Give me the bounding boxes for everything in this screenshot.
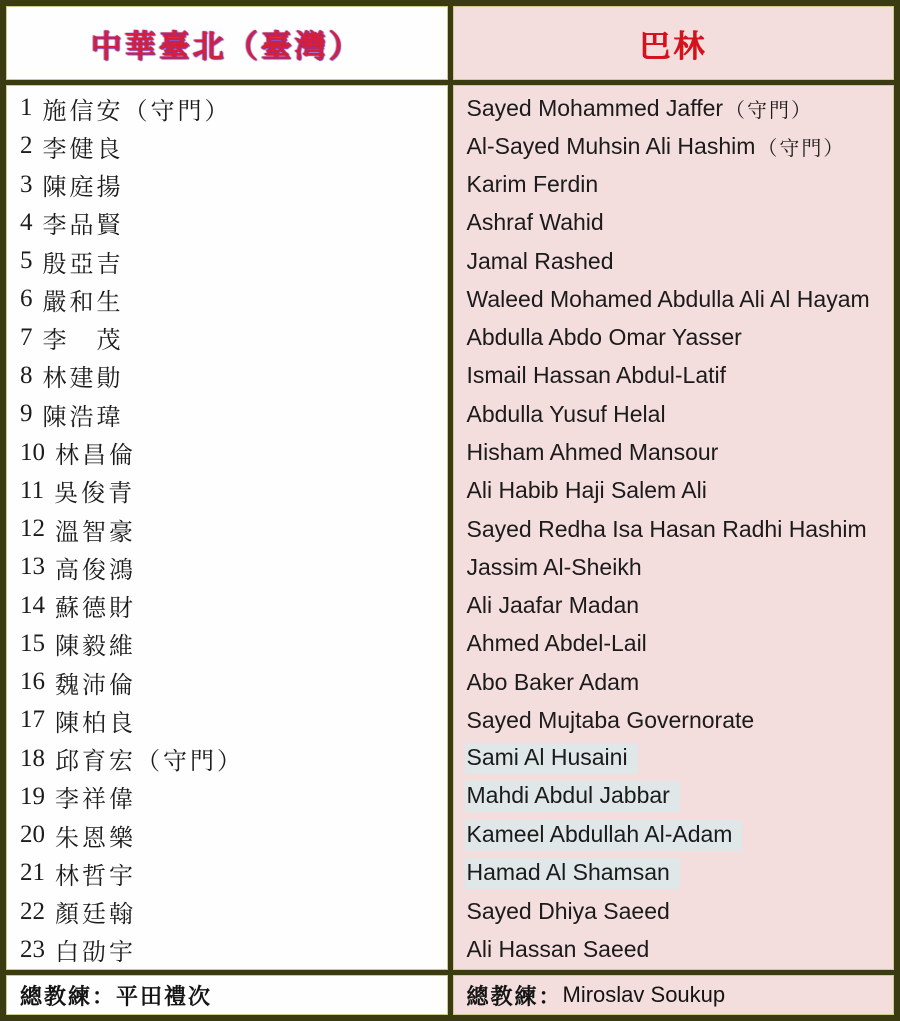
player-number: 4 bbox=[20, 208, 33, 236]
goalkeeper-tag: （守門） bbox=[757, 135, 846, 160]
goalkeeper-tag: （守門） bbox=[725, 97, 814, 122]
player-name: Sayed Mohammed Jaffer bbox=[466, 94, 724, 121]
player-row bbox=[467, 854, 890, 892]
player-row bbox=[467, 166, 890, 204]
player-number: 12 bbox=[20, 515, 45, 543]
player-row bbox=[20, 740, 443, 778]
player-name: Ashraf Wahid bbox=[466, 209, 604, 236]
player-row bbox=[20, 778, 443, 816]
player-row bbox=[20, 548, 443, 586]
player-row bbox=[20, 166, 443, 204]
player-name: 林哲宇 bbox=[55, 861, 136, 890]
player-row bbox=[467, 357, 890, 395]
player-name: 林昌倫 bbox=[55, 441, 136, 470]
player-row bbox=[467, 319, 890, 357]
player-row bbox=[467, 395, 890, 433]
player-row bbox=[467, 931, 890, 969]
player-name: 陳柏良 bbox=[55, 708, 136, 737]
player-row bbox=[467, 663, 890, 701]
left-coach-row bbox=[7, 976, 447, 1014]
player-row bbox=[467, 472, 890, 510]
player-name: Abo Baker Adam bbox=[466, 668, 640, 695]
player-number: 6 bbox=[20, 285, 33, 313]
left-team-header-cell bbox=[7, 7, 447, 79]
player-name: Sami Al Husaini bbox=[465, 743, 638, 774]
player-row bbox=[467, 778, 890, 816]
right-coach-name: Miroslav Soukup bbox=[562, 982, 726, 1007]
player-name: Kameel Abdullah Al-Adam bbox=[465, 820, 743, 851]
player-name: 顏廷翰 bbox=[55, 900, 136, 929]
player-name: 李健良 bbox=[42, 134, 124, 163]
player-row bbox=[467, 510, 890, 548]
right-team-player-list bbox=[454, 86, 894, 969]
player-row bbox=[20, 586, 443, 624]
player-number: 2 bbox=[20, 132, 33, 160]
player-name: 魏沛倫 bbox=[55, 670, 136, 699]
player-row bbox=[467, 548, 890, 586]
player-name: Ismail Hassan Abdul-Latif bbox=[466, 362, 727, 389]
player-row bbox=[467, 740, 890, 778]
player-name: Abdulla Abdo Omar Yasser bbox=[466, 324, 742, 351]
player-name: Ali Habib Haji Salem Ali bbox=[466, 477, 707, 504]
player-name: 吳俊青 bbox=[54, 479, 136, 508]
player-name: Hamad Al Shamsan bbox=[465, 858, 680, 889]
player-name: 白劭宇 bbox=[55, 938, 136, 967]
player-name: Mahdi Abdul Jabbar bbox=[465, 781, 680, 812]
player-number: 16 bbox=[20, 668, 45, 696]
player-name: 殷亞吉 bbox=[42, 249, 124, 278]
player-row bbox=[467, 242, 890, 280]
player-number: 20 bbox=[20, 821, 45, 849]
right-team-title: 巴林 bbox=[639, 28, 708, 65]
player-name: Ali Hassan Saeed bbox=[466, 936, 650, 963]
player-row bbox=[467, 280, 890, 318]
player-name: 李祥偉 bbox=[55, 785, 136, 814]
player-row bbox=[20, 433, 443, 471]
player-row bbox=[467, 89, 890, 127]
player-row bbox=[467, 127, 890, 165]
player-name: 溫智豪 bbox=[55, 517, 136, 546]
player-number: 15 bbox=[20, 629, 45, 657]
player-number: 7 bbox=[20, 323, 33, 351]
player-number: 3 bbox=[20, 170, 33, 198]
player-name: Sayed Dhiya Saeed bbox=[466, 898, 670, 925]
player-row bbox=[20, 931, 443, 969]
player-row bbox=[20, 701, 443, 739]
player-name: Jamal Rashed bbox=[466, 247, 614, 274]
player-row bbox=[467, 625, 890, 663]
player-name: Sayed Redha Isa Hasan Radhi Hashim bbox=[466, 515, 867, 542]
player-row bbox=[467, 586, 890, 624]
player-name: 陳庭揚 bbox=[42, 173, 124, 202]
player-row bbox=[20, 816, 443, 854]
player-name: 陳浩瑋 bbox=[42, 402, 124, 431]
right-team-header-cell bbox=[454, 7, 894, 79]
player-row bbox=[20, 625, 443, 663]
player-name: 施信安（守門） bbox=[42, 96, 232, 125]
right-coach-row bbox=[454, 976, 894, 1014]
player-name: 邱育宏（守門） bbox=[55, 747, 244, 776]
player-row bbox=[467, 893, 890, 931]
player-name: Hisham Ahmed Mansour bbox=[466, 439, 719, 466]
left-coach-name: 平田禮次 bbox=[116, 983, 213, 1010]
player-row bbox=[20, 357, 443, 395]
player-name: Jassim Al-Sheikh bbox=[466, 553, 642, 580]
player-number: 8 bbox=[20, 361, 33, 389]
player-row bbox=[20, 893, 443, 931]
player-name: Sayed Mujtaba Governorate bbox=[466, 706, 755, 733]
player-row bbox=[467, 701, 890, 739]
left-team-title: 中華臺北（臺灣） bbox=[90, 28, 363, 65]
left-team-player-list bbox=[7, 86, 447, 969]
player-row bbox=[20, 280, 443, 318]
player-name: Ali Jaafar Madan bbox=[466, 592, 640, 619]
player-name: 嚴和生 bbox=[42, 287, 124, 316]
player-number: 1 bbox=[20, 94, 33, 122]
player-row bbox=[20, 663, 443, 701]
player-number: 14 bbox=[20, 591, 45, 619]
player-row bbox=[467, 816, 890, 854]
player-number: 9 bbox=[20, 400, 33, 428]
player-name: 蘇德財 bbox=[55, 594, 136, 623]
player-row bbox=[20, 854, 443, 892]
player-name: 林建勛 bbox=[42, 364, 124, 393]
player-row bbox=[20, 242, 443, 280]
player-number: 23 bbox=[20, 935, 45, 963]
player-name: Al-Sayed Muhsin Ali Hashim bbox=[466, 132, 756, 159]
player-row bbox=[467, 204, 890, 242]
player-number: 18 bbox=[20, 744, 45, 772]
player-name: Karim Ferdin bbox=[466, 171, 599, 198]
player-name: Abdulla Yusuf Helal bbox=[466, 400, 666, 427]
player-row bbox=[20, 89, 443, 127]
player-number: 19 bbox=[20, 782, 45, 810]
player-row bbox=[20, 319, 443, 357]
player-row bbox=[20, 472, 443, 510]
player-name: 高俊鴻 bbox=[55, 555, 136, 584]
player-row bbox=[20, 395, 443, 433]
right-coach-label: 總教練： bbox=[466, 983, 563, 1010]
player-number: 11 bbox=[20, 476, 45, 504]
player-name: Ahmed Abdel-Lail bbox=[466, 630, 647, 657]
player-number: 21 bbox=[20, 859, 45, 887]
player-name: Waleed Mohamed Abdulla Ali Al Hayam bbox=[466, 285, 870, 312]
player-number: 10 bbox=[20, 438, 45, 466]
player-number: 22 bbox=[20, 897, 45, 925]
left-coach-label: 總教練： bbox=[20, 983, 117, 1010]
player-name: 李品賢 bbox=[42, 211, 124, 240]
player-number: 17 bbox=[20, 706, 45, 734]
player-row bbox=[20, 204, 443, 242]
player-row bbox=[467, 433, 890, 471]
player-name: 李 茂 bbox=[42, 326, 124, 355]
roster-grid bbox=[7, 7, 893, 1014]
player-number: 5 bbox=[20, 247, 33, 275]
player-number: 13 bbox=[20, 553, 45, 581]
player-row bbox=[20, 510, 443, 548]
player-name: 陳毅維 bbox=[55, 632, 136, 661]
player-name: 朱恩樂 bbox=[55, 823, 136, 852]
player-row bbox=[20, 127, 443, 165]
